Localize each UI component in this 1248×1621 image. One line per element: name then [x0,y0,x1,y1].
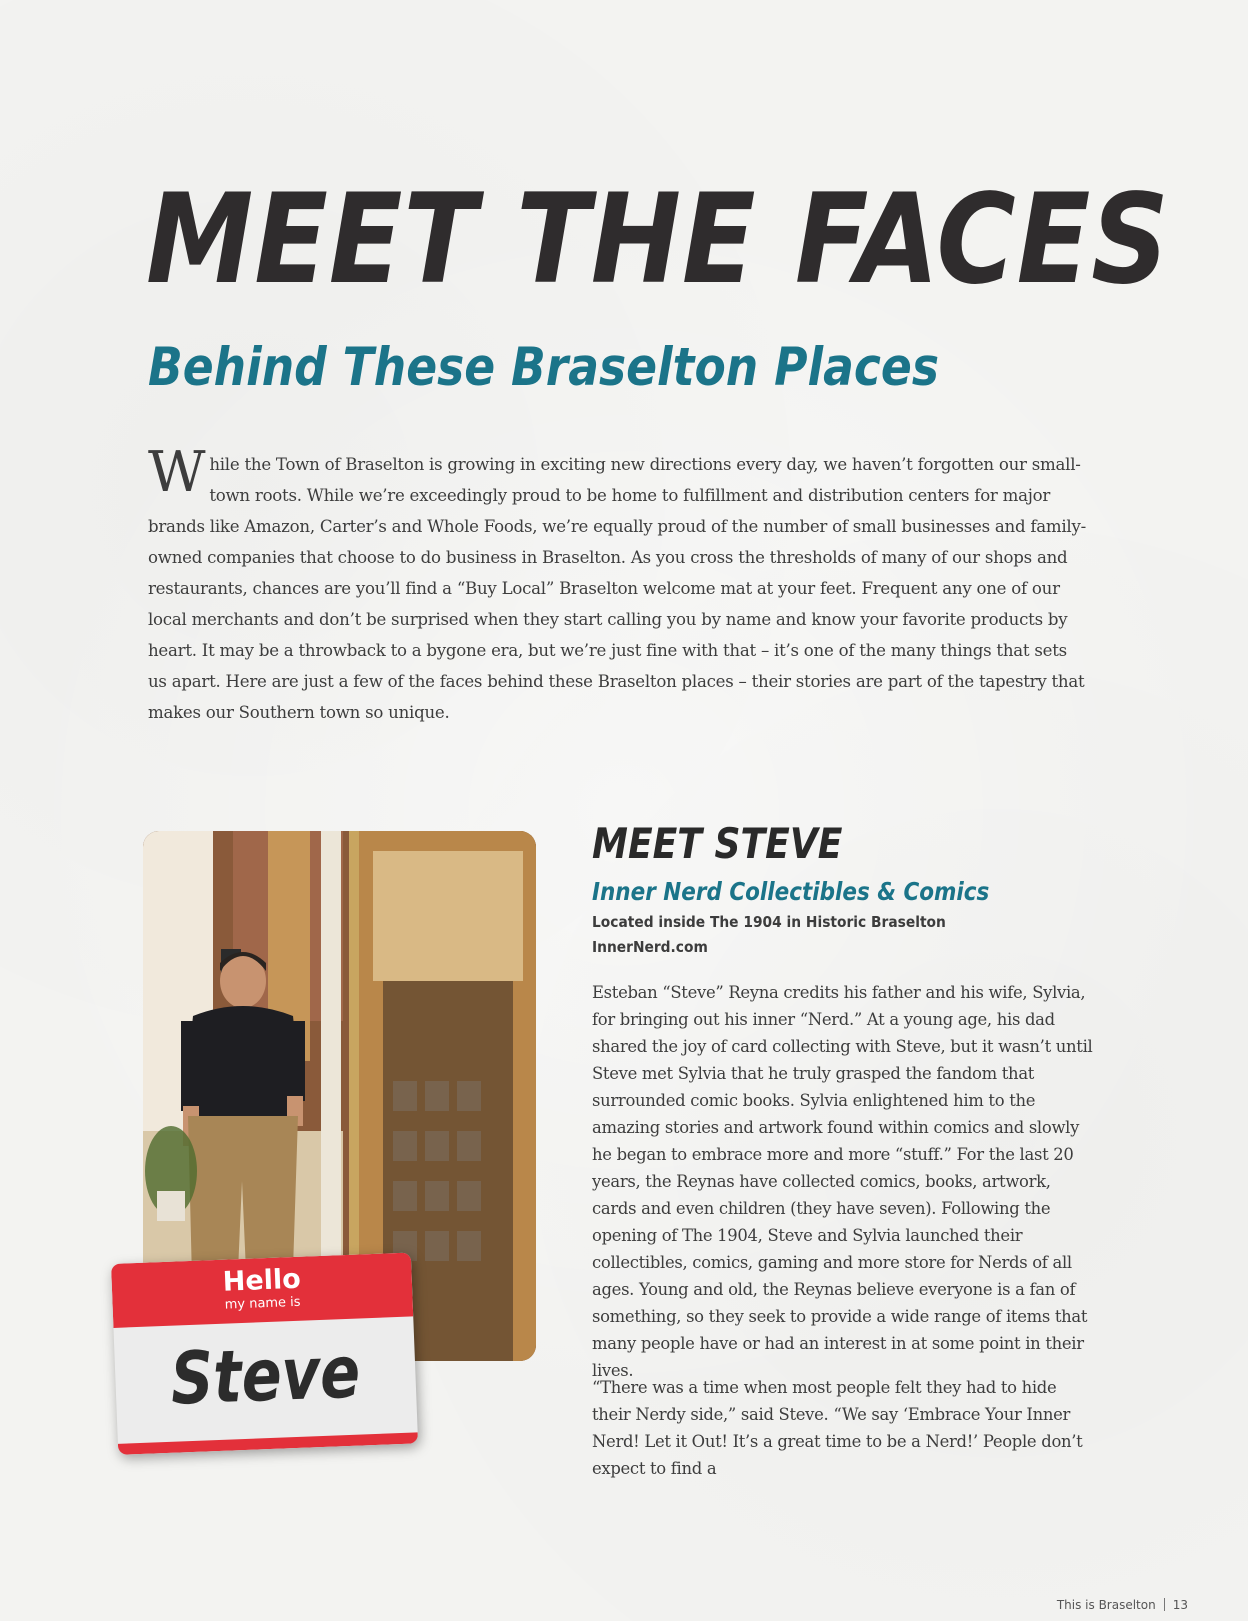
drop-cap: W [148,440,206,505]
profile-location: Located inside The 1904 in Historic Braselton [592,913,946,931]
plant-pot [157,1191,185,1221]
profile-website: InnerNerd.com [592,938,708,956]
name-tag-footer-stripe [118,1432,418,1455]
footer-publication: This is Braselton [1056,1598,1156,1612]
intro-paragraph [148,440,1086,728]
page-subtitle: Behind These Braselton Places [148,337,939,398]
intro-text: hile the Town of Braselton is growing in exciting new directions every day, we haven’t forgotten our small-town roots. While we’re exceedingly proud to be home to fulfillment and distribution centers for major brands like Amazon, Carter’s and Whole Foods, we’re equally proud of the number of small businesses and family-owned companies that choose to do business in Braselton. As you cross the thresholds of many of our shops and restaurants, chances are you’ll find a “Buy Local” Braselton welcome mat at your feet. Frequent any one of our local merchants and don’t be surprised when they start calling you by name and know your favorite products by heart. It may be a throwback to a bygone era, but we’re just fine with that – it’s one of the many things that sets us apart. Here are just a few of the faces behind these Braselton places – their stories are part of the tapestry that makes our Southern town so unique. [148,455,1086,722]
page-footer [1057,1597,1188,1613]
profile-body-paragraph: Esteban “Steve” Reyna credits his father and his wife, Sylvia, for bringing out his inner “Nerd.” At a young age, his dad shared the joy of card collecting with Steve, but it wasn’t until Steve met Sylvia that he truly grasped the fandom that surrounded comic books. Sylvia enlightened him to the amazing stories and artwork found within comics and slowly he began to embrace more and more “stuff.” For the last 20 years, the Reynas have collected comics, books, artwork, cards and even children (they have seven). Following the opening of The 1904, Steve and Sylvia launched their collectibles, comics, gaming and more store for Nerds of all ages. Young and old, the Reynas believe everyone is a fan of something, so they seek to provide a wide range of items that many people have or had an interest in at some point in their lives. [592,983,1093,1380]
profile-quote-paragraph: “There was a time when most people felt they had to hide their Nerdy side,” said Steve. “We say ‘Embrace Your Inner Nerd! Let it Out! It’s a great time to be a Nerd!’ People don’t expect to find a [592,1378,1083,1478]
profile-heading: MEET STEVE [592,819,843,868]
page-title: MEET THE FACES [146,168,1170,312]
name-tag-sticker [111,1252,418,1454]
case-reflection [373,851,523,981]
name-tag-my-name-is: my name is [224,1294,301,1313]
name-tag-name: Steve [169,1329,362,1421]
footer-page-number: 13 [1172,1598,1188,1612]
name-tag-hello: Hello [222,1263,302,1298]
footer-divider [1164,1598,1165,1611]
name-tag-header [111,1252,413,1327]
profile-business-name: Inner Nerd Collectibles & Comics [592,877,990,906]
